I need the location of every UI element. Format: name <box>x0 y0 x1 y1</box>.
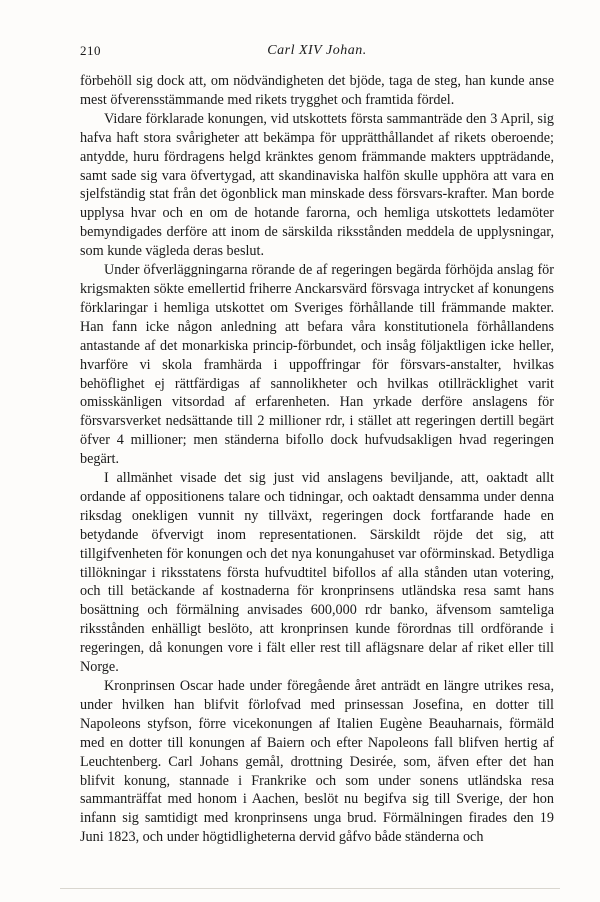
paragraph-military-appropriations: Under öfverläggningarna rörande de af regeringen begärda förhöjda anslag för krigsmakten sökte emellertid friherre Anckarsvärd försvaga intrycket af konungens förklaringar i hemliga utskottet om Sveriges förhållande till främmande makter. Han fann icke någon anledning att befara våra konstitutionela förhållandens antastande af det monarkiska princip-förbundet, och insåg följaktligen icke heller, hvarföre vi skola framhärda i uppoffringar för försvars-anstalter, hvilkas behöflighet ej rättfärdigas af sannolikheter och hvilkas otillräcklighet varit omisskänligen vitsordad af erfarenheten. Han yrkade derföre anslagens för försvarsverket nedsättande till 2 millioner rdr, i stället att regeringen dertill begärt öfver 4 millioner; men ständerna bifollo dock hufvudsakligen hvad regeringen begärt. <box>80 262 554 468</box>
bottom-edge-line <box>60 888 560 889</box>
paragraph-crown-prince-oscar: Kronprinsen Oscar hade under föregående året anträdt en längre utrikes resa, under hvilken han blifvit förlofvad med prinsessan Josefina, en dotter till Napoleons styfson, förre vicekonungen af Italien Eugène Beauharnais, förmäld med en dotter till konungen af Baiern och efter Napoleons fall blifven hertig af Leuchtenberg. Carl Johans gemål, drottning Desirée, som, äfven efter det han blifvit konung, stannade i Frankrike och som under sonens utländska resa sammanträffat med honom i Aachen, beslöt nu begifva sig till Sverige, der hon infann sig samtidigt med kronprinsens unga brud. Förmälningen firades den 19 Juni 1823, och under högtidligheterna dervid gåfvo både ständerna och <box>80 678 554 846</box>
body-text <box>80 72 554 847</box>
page-number: 210 <box>80 43 101 58</box>
paragraph-first-meeting: Vidare förklarade konungen, vid utskottets första sammanträde den 3 April, sig hafva haft stora svårigheter att bekämpa för upprätthållandet af rikets oberoende; antydde, huru fördragens helgd kränktes genom främmande makters uppträdande, samt sade sig vara öfvertygad, att skandinaviska halfön skulle upphöra att vara en sjelfständig stat från det ögonblick man minskade dess försvars-krafter. Man borde upplysa hvar och en om de hotande farorna, och hemliga utskottets ledamöter bemyndigades derföre att inom de särskilda riksstånden meddela de upplysningar, som kunde vägleda deras beslut. <box>80 110 554 260</box>
paragraph-government-majority: I allmänhet visade det sig just vid anslagens beviljande, att, oaktadt allt ordande af oppositionens talare och tidningar, och oaktadt densamma under denna riksdag onekligen vunnit ny tillväxt, regeringen dock fortfarande hade en betydande öfvervigt inom representationen. Särskildt röjde det sig, att tillgifvenheten för konungen och det nya konungahuset var oförminskad. Betydliga tillökningar i riksstatens första hufvudtitel bifollos af alla stånden utan votering, och till betäckande af kostnaderna för kronprinsens utländska resa samt hans bosättning och förmälning anvisades 600,000 rdr banko, äfvensom samteliga riksstånden enhälligt beslöto, att kronprinsen kunde förordnas till ordförande i regeringen, då konungen vore i fält eller rest till aflägsnare delar af riket eller till Norge. <box>80 470 554 676</box>
page-header <box>80 43 554 61</box>
running-title: Carl XIV Johan. <box>267 43 367 58</box>
paragraph-continued: förbehöll sig dock att, om nödvändigheten det bjöde, taga de steg, han kunde anse mest öfverensstämmande med rikets trygghet och framtida fördel. <box>80 73 554 108</box>
